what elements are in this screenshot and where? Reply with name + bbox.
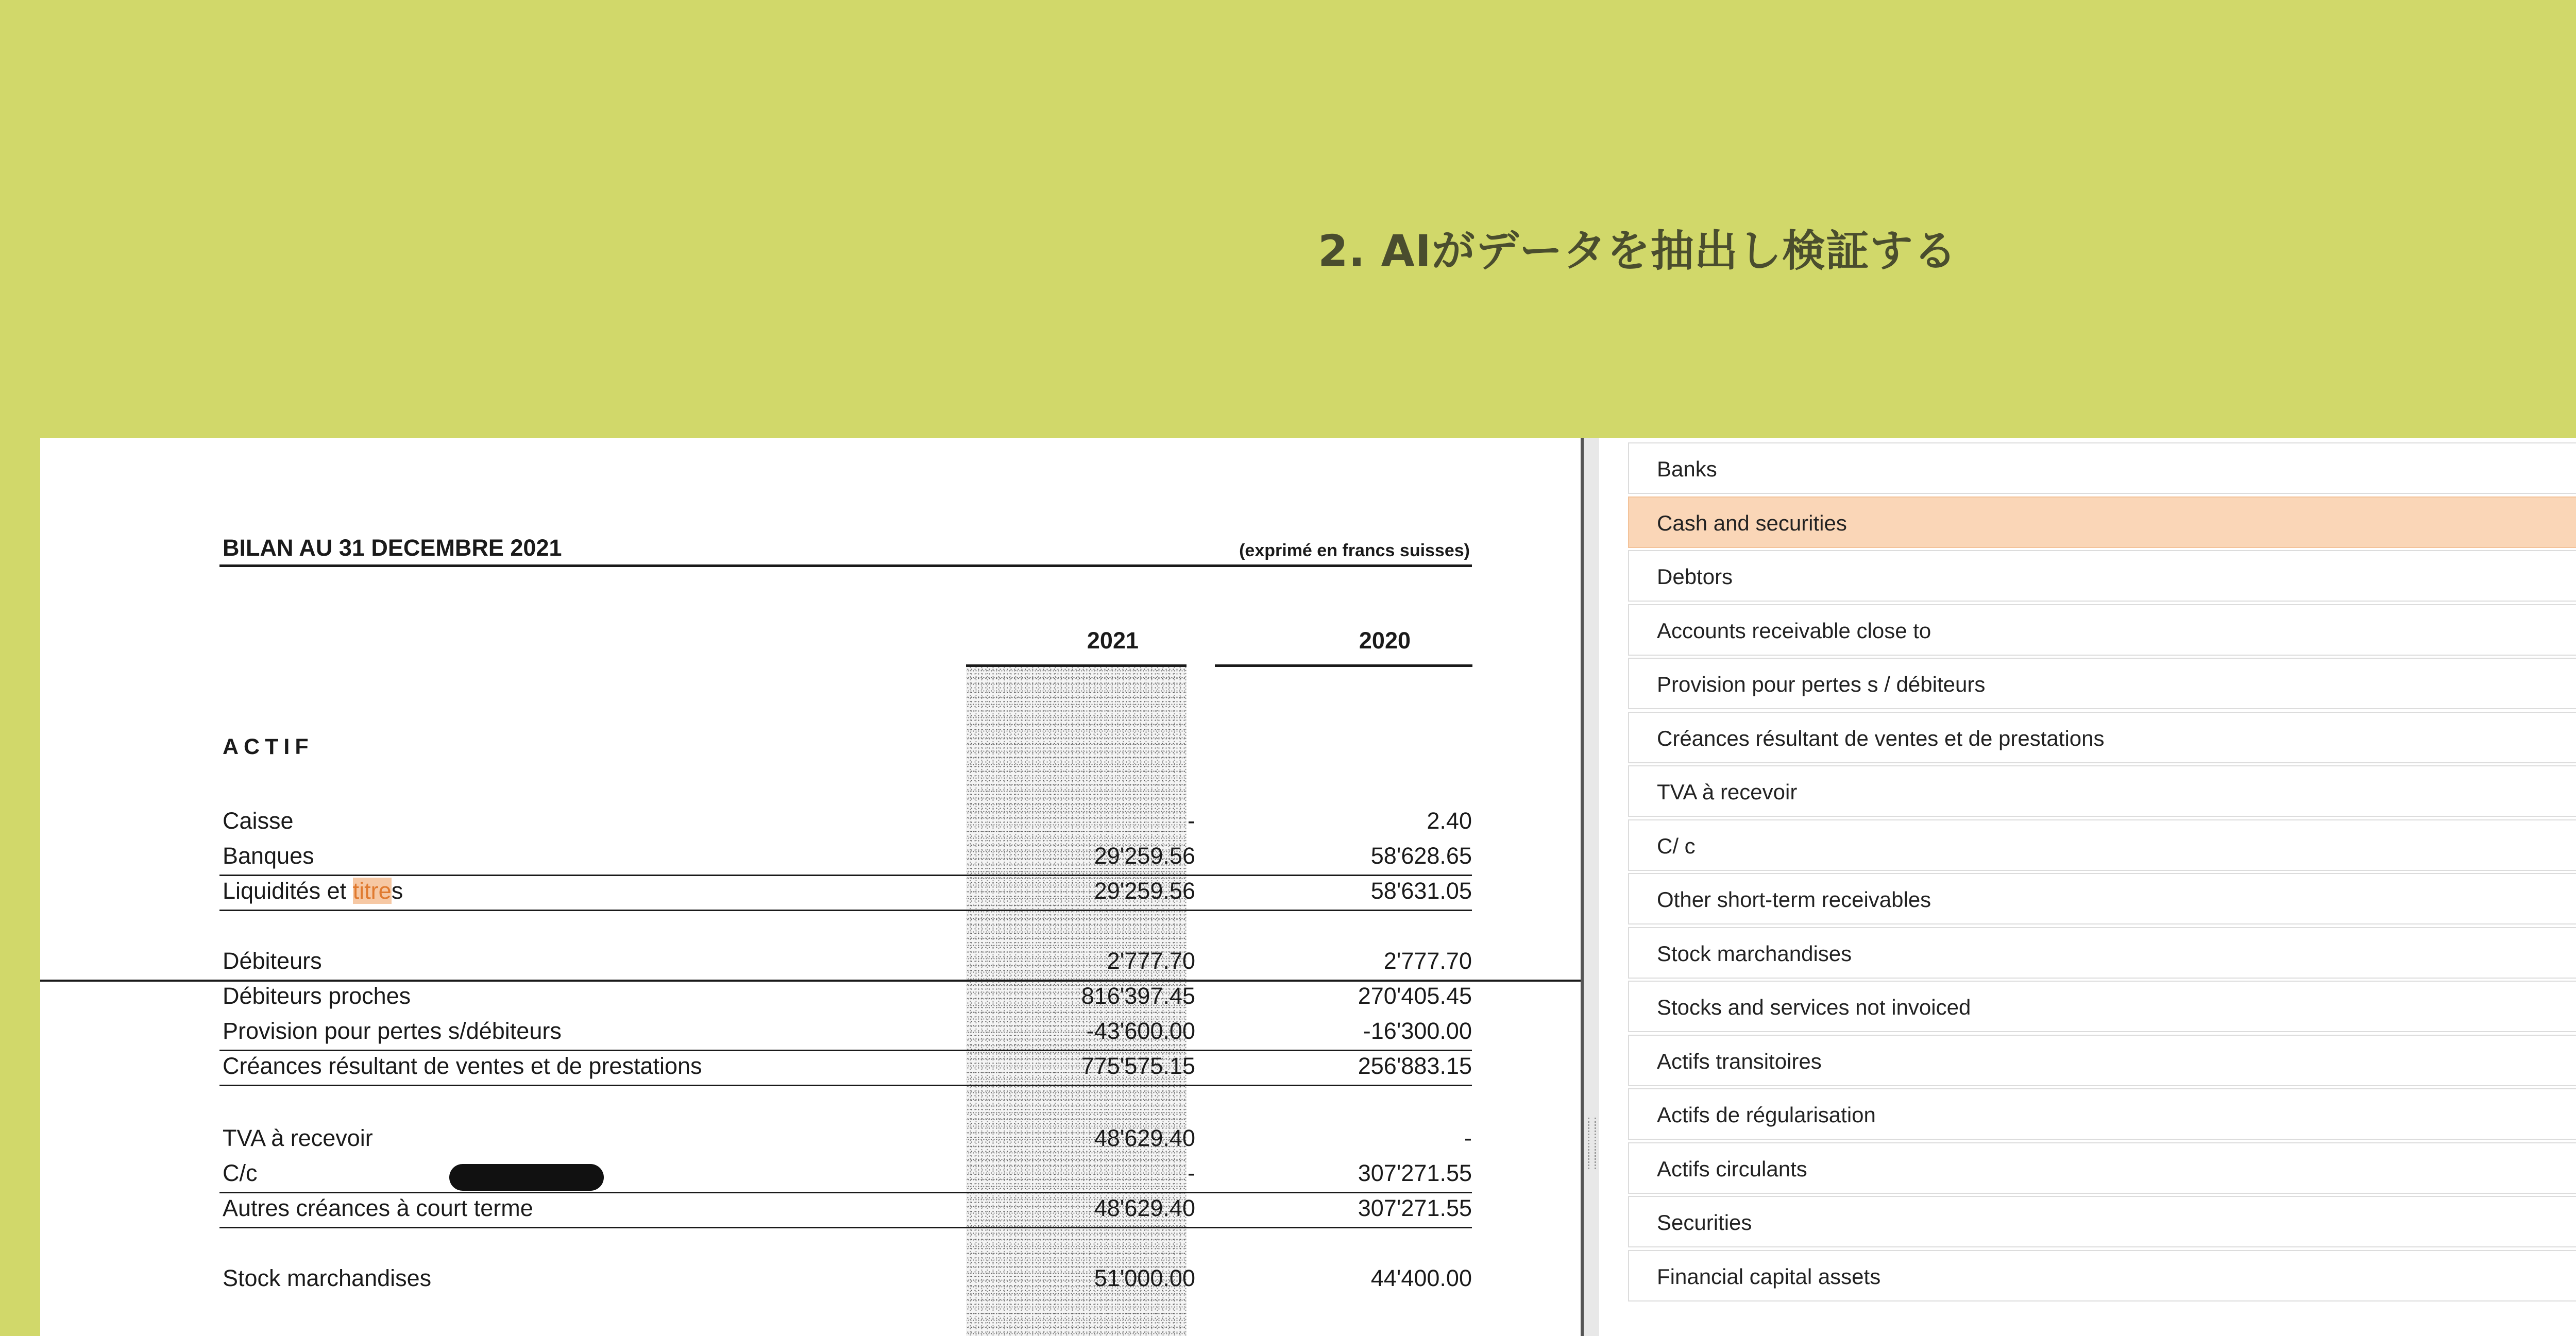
data-row-label-cell[interactable] [1628,442,2576,494]
doc-row-label: Caisse [223,808,294,834]
data-row-label: Accounts receivable close to [1657,618,1931,643]
year-current-rule [966,664,1187,667]
data-row[interactable] [1628,819,2576,873]
row-rule [219,1227,1472,1228]
doc-row-value-2021: - [1188,808,1195,834]
doc-row-value-2021: - [1188,1160,1195,1186]
doc-row-value-2020: -16'300.00 [1363,1018,1472,1044]
doc-row-value-2020: 58'631.05 [1370,878,1472,904]
doc-row-label: Créances résultant de ventes et de prestations [223,1053,702,1079]
data-row-label-cell[interactable] [1628,1250,2576,1301]
data-row-label-cell[interactable] [1628,1088,2576,1140]
data-row-label-cell[interactable] [1628,658,2576,709]
extracted-data-table[interactable] [1599,438,2576,1336]
row-rule [219,910,1472,911]
doc-row-cc [223,1160,1472,1191]
data-row[interactable] [1628,442,2576,496]
doc-row-label: C/c [223,1160,258,1186]
data-row[interactable] [1628,712,2576,766]
heading-rule [219,564,1472,567]
data-row-label-cell[interactable] [1628,712,2576,763]
row-rule [219,1192,1472,1193]
doc-row-debiteurs [223,948,1472,979]
doc-row-label: Débiteurs proches [223,983,411,1009]
doc-row-label: Provision pour pertes s/débiteurs [223,1018,562,1044]
data-row[interactable] [1628,765,2576,819]
data-row-label: Stock marchandises [1657,941,1852,966]
doc-row-provision [223,1018,1472,1049]
data-row-label-cell[interactable] [1628,496,2576,548]
grip-dots [1588,1118,1596,1169]
doc-row-value-2021: 51'000.00 [1094,1265,1195,1291]
data-row-label-cell[interactable] [1628,981,2576,1032]
doc-row-label: Débiteurs [223,948,322,974]
data-row[interactable] [1628,658,2576,712]
row-rule [219,1050,1472,1051]
doc-row-debiteurs-proches [223,983,1472,1014]
doc-row-value-2021: 816'397.45 [1081,983,1195,1009]
document-viewer[interactable] [40,438,1581,1336]
doc-row-label: Stock marchandises [223,1265,432,1291]
doc-row-value-2020: 2.40 [1427,808,1472,834]
data-row-label: Actifs circulants [1657,1156,1807,1181]
data-row[interactable] [1628,927,2576,981]
row-rule [219,875,1472,876]
doc-row-creances [223,1053,1472,1084]
data-row-label: Other short-term receivables [1657,887,1931,912]
document-unit: (exprimé en francs suisses) [1239,541,1470,560]
doc-row-value-2021: -43'600.00 [1086,1018,1195,1044]
data-row-label-cell[interactable] [1628,550,2576,602]
data-row-label: Debtors [1657,564,1733,589]
doc-row-stock [223,1265,1472,1296]
data-row-label: TVA à recevoir [1657,780,1798,804]
doc-row-value-2020: 256'883.15 [1358,1053,1472,1079]
doc-row-label: Banques [223,843,314,869]
row-rule [219,1085,1472,1086]
doc-row-value-2020: 58'628.65 [1370,843,1472,869]
data-row-label-cell[interactable] [1628,1142,2576,1194]
data-row[interactable] [1628,1196,2576,1250]
data-row-label-cell[interactable] [1628,927,2576,979]
doc-row-value-2020: 307'271.55 [1358,1160,1472,1186]
page-title: 2. AIがデータを抽出し検証する [1318,226,1957,276]
highlighted-word: titre [352,878,392,904]
data-row[interactable] [1628,604,2576,658]
data-row[interactable] [1628,1250,2576,1304]
data-row-label-cell[interactable] [1628,1196,2576,1247]
doc-row-label: TVA à recevoir [223,1125,373,1151]
doc-row-tva [223,1125,1472,1156]
data-row-label: Cash and securities [1657,510,1847,535]
doc-row-caisse [223,808,1472,838]
doc-row-label: Liquidités et titres [223,878,403,904]
data-row[interactable] [1628,496,2576,551]
data-row-label: Banks [1657,457,1717,481]
doc-row-value-2021: 29'259.56 [1094,843,1195,869]
data-row[interactable] [1628,550,2576,604]
year-previous-rule [1215,664,1472,667]
data-row-label: Securities [1657,1210,1752,1235]
doc-row-value-2020: 44'400.00 [1370,1265,1472,1291]
doc-row-value-2020: - [1464,1125,1472,1151]
data-row[interactable] [1628,1035,2576,1089]
document-heading: BILAN AU 31 DECEMBRE 2021 [223,535,562,561]
data-row-label: Stocks and services not invoiced [1657,995,1971,1019]
doc-row-banques [223,843,1472,873]
data-row[interactable] [1628,873,2576,927]
data-row-label-cell[interactable] [1628,819,2576,871]
year-current-header: 2021 [1087,627,1139,654]
doc-row-value-2021: 48'629.40 [1094,1195,1195,1221]
data-row-label-cell[interactable] [1628,1035,2576,1086]
data-row-label: Provision pour pertes s / débiteurs [1657,672,1986,696]
redaction-mark [449,1164,604,1191]
doc-row-value-2021: 775'575.15 [1081,1053,1195,1079]
doc-row-value-2021: 29'259.56 [1094,878,1195,904]
row-rule-wide [40,980,1581,982]
data-row-label: Créances résultant de ventes et de prestations [1657,726,2105,750]
doc-row-autres-creances [223,1195,1472,1226]
year-previous-header: 2020 [1359,627,1411,654]
doc-row-liquidites [223,878,1472,909]
data-row-label-cell[interactable] [1628,604,2576,656]
section-actif: ACTIF [223,734,314,759]
data-row-label: C/ c [1657,833,1696,858]
doc-row-value-2021: 2'777.70 [1107,948,1195,974]
data-row-label-cell[interactable] [1628,765,2576,817]
data-row[interactable] [1628,1088,2576,1142]
doc-row-value-2021: 48'629.40 [1094,1125,1195,1151]
doc-row-label: Autres créances à court terme [223,1195,533,1221]
doc-row-value-2020: 2'777.70 [1383,948,1472,974]
doc-row-value-2020: 270'405.45 [1358,983,1472,1009]
data-row-label: Actifs transitoires [1657,1049,1822,1073]
panel-resize-handle[interactable] [1581,438,1599,1336]
data-row-label: Financial capital assets [1657,1264,1881,1289]
data-row-label-cell[interactable] [1628,873,2576,924]
doc-row-value-2020: 307'271.55 [1358,1195,1472,1221]
data-row[interactable] [1628,981,2576,1035]
data-row[interactable] [1628,1142,2576,1196]
data-row-label: Actifs de régularisation [1657,1103,1876,1127]
